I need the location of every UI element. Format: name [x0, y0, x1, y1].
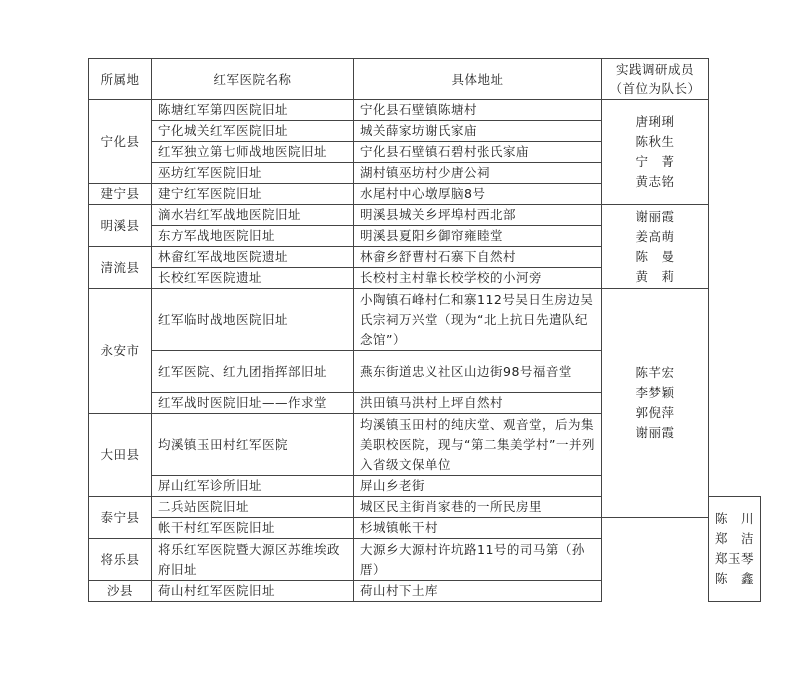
table-row: [89, 518, 761, 539]
hospital-name: 长校红军医院遗址: [152, 268, 354, 289]
hospital-address: 明溪县城关乡坪埠村西北部: [354, 205, 602, 226]
member: 郑 洁: [715, 531, 755, 546]
hospital-name: 滴水岩红军战地医院旧址: [152, 205, 354, 226]
member: 陈 曼: [635, 248, 675, 264]
hospital-address: 大源乡大源村许坑路11号的司马第（孙厝）: [354, 539, 602, 581]
member: 陈 鑫: [715, 571, 755, 586]
table-row: [89, 581, 761, 602]
member-group: [602, 205, 709, 289]
region-cell: 永安市: [89, 289, 152, 414]
hospital-address: 杉城镇帐干村: [354, 518, 602, 539]
header-members-title: 实践调研成员: [615, 62, 694, 77]
header-members-note: （首位为队长）: [609, 81, 701, 96]
member: 李梦颖: [635, 385, 675, 400]
hospital-name: 建宁红军医院旧址: [152, 184, 354, 205]
region-cell: 清流县: [89, 247, 152, 289]
hospital-address: 洪田镇马洪村上坪自然村: [354, 393, 602, 414]
member: 郭倪萍: [635, 405, 675, 420]
table-row: [89, 100, 761, 121]
region-cell: 泰宁县: [89, 497, 152, 539]
region-cell: 宁化县: [89, 100, 152, 184]
hospital-name: 林畲红军战地医院遗址: [152, 247, 354, 268]
hospital-address: 小陶镇石峰村仁和寨112号吴日生房边吴氏宗祠万兴堂（现为“北上抗日先遣队纪念馆”）: [354, 289, 602, 351]
hospital-name: 屏山红军诊所旧址: [152, 476, 354, 497]
header-members: [602, 59, 709, 100]
header-hospital: 红军医院名称: [152, 59, 354, 100]
table-row: [89, 539, 761, 581]
hospital-name: 荷山村红军医院旧址: [152, 581, 354, 602]
member: 谢丽霞: [635, 208, 675, 224]
region-cell: 将乐县: [89, 539, 152, 581]
member: 唐琍琍: [635, 114, 675, 129]
hospital-name: 红军独立第七师战地医院旧址: [152, 142, 354, 163]
member: 宁 菁: [635, 154, 675, 169]
region-cell: 大田县: [89, 414, 152, 497]
hospital-name: 宁化城关红军医院旧址: [152, 121, 354, 142]
header-region: 所属地: [89, 59, 152, 100]
hospital-table: [88, 58, 761, 602]
hospital-name: 均溪镇玉田村红军医院: [152, 414, 354, 476]
hospital-address: 屏山乡老街: [354, 476, 602, 497]
hospital-name: 帐干村红军医院旧址: [152, 518, 354, 539]
hospital-name: 陈塘红军第四医院旧址: [152, 100, 354, 121]
hospital-address: 林畲乡舒曹村石寨下自然村: [354, 247, 602, 268]
hospital-address: 长校村主村靠长校学校的小河旁: [354, 268, 602, 289]
member: 陈芊宏: [635, 365, 675, 380]
region-cell: 建宁县: [89, 184, 152, 205]
table-row: [89, 205, 761, 226]
member-group: [709, 497, 761, 602]
region-cell: 明溪县: [89, 205, 152, 247]
hospital-address: 宁化县石壁镇石碧村张氏家庙: [354, 142, 602, 163]
hospital-name: 二兵站医院旧址: [152, 497, 354, 518]
header-row: [89, 59, 761, 100]
member: 陈秋生: [635, 134, 675, 149]
hospital-name: 红军战时医院旧址——作求堂: [152, 393, 354, 414]
member: 陈 川: [715, 511, 755, 526]
hospital-address: 明溪县夏阳乡御帘雍睦堂: [354, 226, 602, 247]
hospital-name: 巫坊红军医院旧址: [152, 163, 354, 184]
hospital-address: 城区民主街肖家巷的一所民房里: [354, 497, 602, 518]
member-group: [602, 289, 709, 518]
member: 黄 莉: [635, 268, 675, 284]
hospital-name: 将乐红军医院暨大源区苏维埃政府旧址: [152, 539, 354, 581]
hospital-address: 湖村镇巫坊村少唐公祠: [354, 163, 602, 184]
hospital-address: 水尾村中心墩厚脑8号: [354, 184, 602, 205]
hospital-address: 荷山村下土库: [354, 581, 602, 602]
member: 谢丽霞: [635, 425, 675, 440]
header-address: 具体地址: [354, 59, 602, 100]
hospital-name: 东方军战地医院旧址: [152, 226, 354, 247]
member: 黄志铭: [635, 174, 675, 189]
member-group: [602, 100, 709, 205]
table-row: [89, 289, 761, 351]
member: 郑玉琴: [715, 551, 755, 566]
hospital-address: 城关薛家坊谢氏家庙: [354, 121, 602, 142]
hospital-address: 均溪镇玉田村的纯庆堂、观音堂，后为集美职校医院，现与“第二集美学村”一并列入省级文保单位: [354, 414, 602, 476]
hospital-address: 宁化县石壁镇陈塘村: [354, 100, 602, 121]
hospital-name: 红军临时战地医院旧址: [152, 289, 354, 351]
member: 姜高萌: [635, 228, 675, 244]
region-cell: 沙县: [89, 581, 152, 602]
hospital-address: 燕东街道忠义社区山边街98号福音堂: [354, 351, 602, 393]
hospital-name: 红军医院、红九团指挥部旧址: [152, 351, 354, 393]
